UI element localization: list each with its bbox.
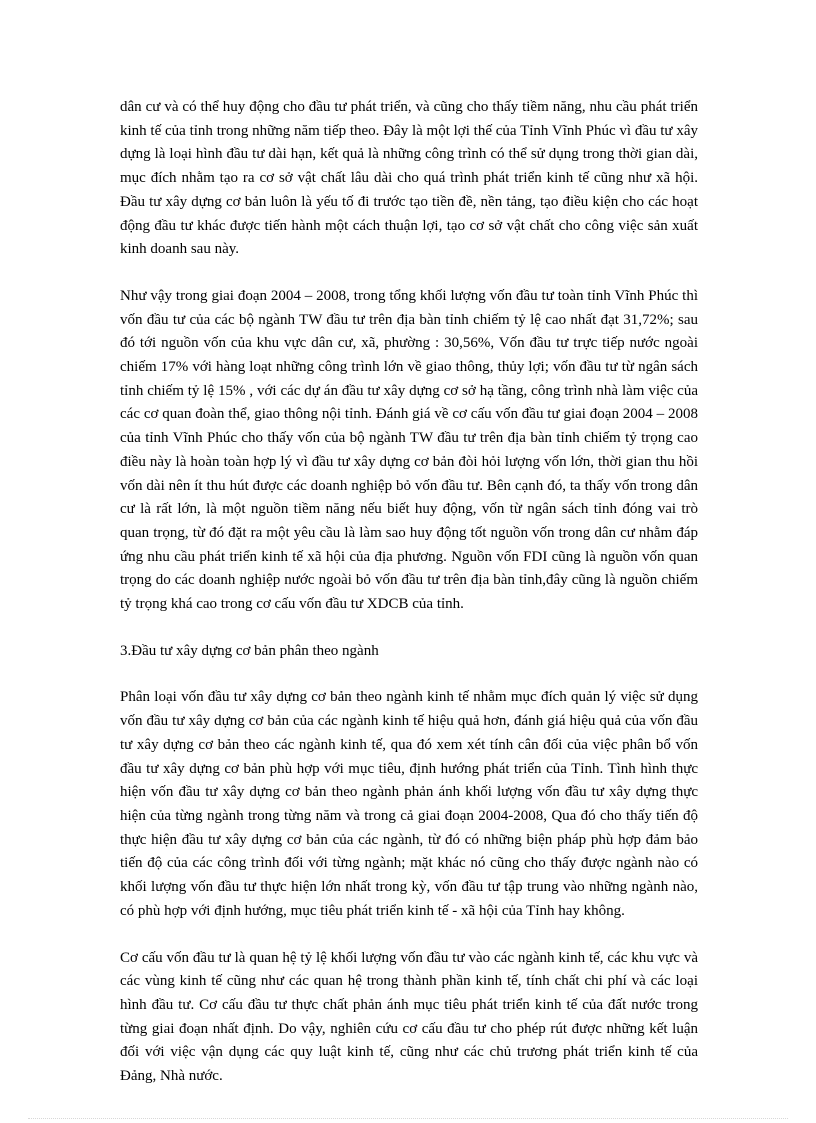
paragraph-3: Phân loại vốn đầu tư xây dựng cơ bản theo ngành kinh tế nhằm mục đích quản lý việc sử dụng vốn đầu tư xây dựng cơ bản của các ngành kinh tế hiệu quả hơn, đánh giá hiệu quả của vốn đầu tư xây dựng cơ bản theo các ngành kinh tế, qua đó xem xét tính cân đối của việc phân bổ vốn đầu tư xây dựng cơ bản phù hợp với mục tiêu, định hướng phát triển của Tỉnh. Tình hình thực hiện vốn đầu tư xây dựng cơ bản theo ngành phản ánh khối lượng vốn đầu tư xây dựng thực hiện của từng ngành trong từng năm và trong cả giai đoạn 2004-2008, Qua đó cho thấy tiến độ thực hiện đầu tư xây dựng cơ bản của các ngành, từ đó có những biện pháp phù hợp đảm bảo tiến độ của các công trình đối với từng ngành; mặt khác nó cũng cho thấy được ngành nào có khối lượng vốn đầu tư thực hiện lớn nhất trong kỳ, vốn đầu tư tập trung vào những ngành nào, có phù hợp với định hướng, mục tiêu phát triển kinh tế - xã hội của Tỉnh hay không. xyxy=(120,689,698,919)
document-page xyxy=(120,96,698,1089)
page-bottom-divider xyxy=(28,1118,788,1119)
paragraph-4: Cơ cấu vốn đầu tư là quan hệ tỷ lệ khối lượng vốn đầu tư vào các ngành kinh tế, các khu vực và các vùng kinh tế cũng như các quan hệ trong thành phần kinh tế, tính chất chi phí và các loại hình đầu tư. Cơ cấu đầu tư thực chất phản ánh mục tiêu phát triển kinh tế của đất nước trong từng giai đoạn nhất định. Do vậy, nghiên cứu cơ cấu đầu tư cho phép rút được những kết luận đối với việc vận dụng các quy luật kinh tế, cũng như các chủ trương phát triển kinh tế của Đảng, Nhà nước. xyxy=(120,949,698,1085)
paragraph-gap xyxy=(120,262,698,285)
paragraph-gap xyxy=(120,663,698,686)
paragraph-gap xyxy=(120,924,698,947)
paragraph-1: dân cư và có thể huy động cho đầu tư phát triển, và cũng cho thấy tiềm năng, nhu cầu phát triển kinh tế của tỉnh trong những năm tiếp theo. Đây là một lợi thế của Tỉnh Vĩnh Phúc vì đầu tư xây dựng là loại hình đầu tư dài hạn, kết quả là những công trình có thể sử dụng trong thời gian dài, mục đích nhằm tạo ra cơ sở vật chất lâu dài cho quá trình phát triển kinh tế cũng như xã hội. Đầu tư xây dựng cơ bản luôn là yếu tố đi trước tạo tiền đề, nền tảng, tạo điều kiện cho các hoạt động đầu tư khác được tiến hành một cách thuận lợi, tạo cơ sở vật chất cho công việc sản xuất kinh doanh sau này. xyxy=(120,99,698,258)
paragraph-2: Như vậy trong giai đoạn 2004 – 2008, trong tổng khối lượng vốn đầu tư toàn tỉnh Vĩnh Phúc thì vốn đầu tư của các bộ ngành TW đầu tư trên địa bàn tỉnh chiếm tỷ lệ cao nhất đạt 31,72%; sau đó tới nguồn vốn của khu vực dân cư, xã, phường : 30,56%, Vốn đầu tư trực tiếp nước ngoài chiếm 17% với hàng loạt những công trình lớn về giao thông, thủy lợi; vốn đầu tư từ ngân sách tỉnh chiếm tỷ lệ 15% , với các dự án đầu tư xây dựng cơ sở hạ tầng, công trình nhà làm việc của các cơ quan đoàn thể, giao thông nội tỉnh. Đánh giá về cơ cấu vốn đầu tư giai đoạn 2004 – 2008 của tỉnh Vĩnh Phúc cho thấy vốn của bộ ngành TW đầu tư trên địa bàn tỉnh chiếm tỷ trọng cao điều này là hoàn toàn hợp lý vì đầu tư xây dựng cơ bản đòi hỏi lượng vốn lớn, thời gian thu hồi vốn dài nên ít thu hút được các doanh nghiệp bỏ vốn đầu tư. Bên cạnh đó, ta thấy vốn trong dân cư là rất lớn, là một nguồn tiềm năng nếu biết huy động, vốn từ ngân sách tỉnh đóng vai trò quan trọng, từ đó đặt ra một yêu cầu là làm sao huy động tốt nguồn vốn trong dân cư nhằm đáp ứng nhu cầu phát triển kinh tế xã hội của địa phương. Nguồn vốn FDI cũng là nguồn vốn quan trọng do các doanh nghiệp nước ngoài bỏ vốn đầu tư trên địa bàn tỉnh,đây cũng là nguồn chiếm tỷ trọng khá cao trong cơ cấu vốn đầu tư XDCB của tỉnh. xyxy=(120,287,698,613)
paragraph-gap xyxy=(120,617,698,640)
section-heading: 3.Đầu tư xây dựng cơ bản phân theo ngành xyxy=(120,642,379,659)
